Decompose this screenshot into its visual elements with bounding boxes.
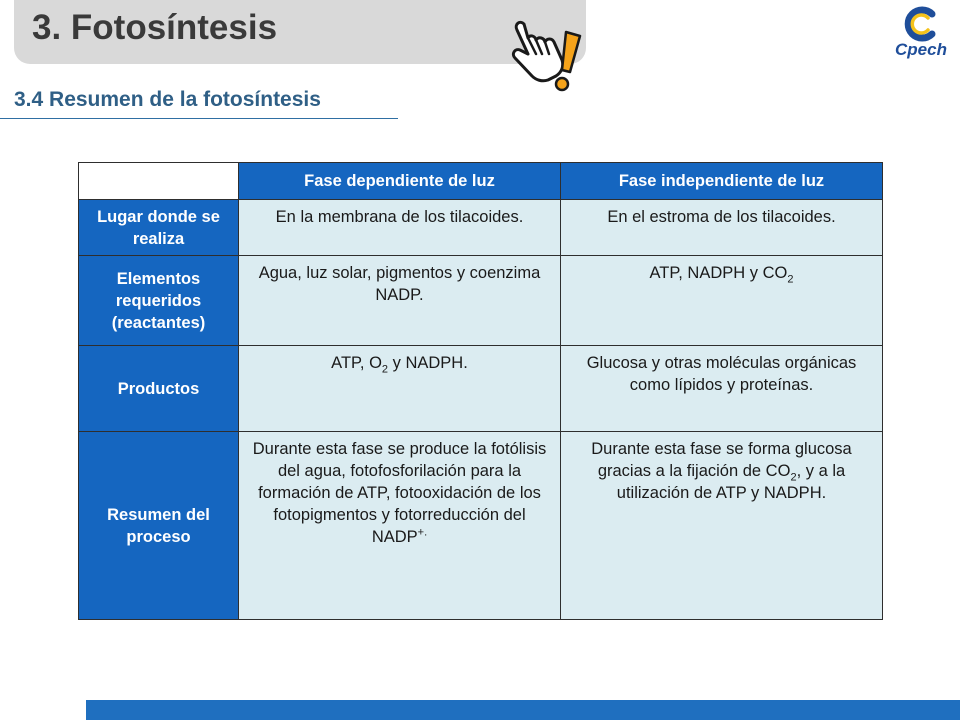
pointing-hand-exclamation-icon: [506, 14, 586, 100]
logo-text: Cpech: [895, 40, 947, 59]
cell-products-dark: Glucosa y otras moléculas orgánicas como lípidos y proteínas.: [561, 346, 883, 432]
table-header-row: [79, 163, 883, 200]
summary-dark-text-end: , y a la utilización de ATP y NADPH.: [616, 462, 846, 502]
nadp-superscript: +.: [417, 526, 428, 539]
cell-location-dark: En el estroma de los tilacoides.: [561, 200, 883, 256]
cell-summary-light: [239, 432, 561, 620]
subtitle-underline: [0, 118, 398, 119]
column-header-light-phase: Fase dependiente de luz: [239, 163, 561, 200]
cell-summary-dark: [561, 432, 883, 620]
column-header-dark-phase: Fase independiente de luz: [561, 163, 883, 200]
products-light-text: ATP, O: [331, 354, 382, 372]
table-row: [79, 200, 883, 256]
cell-reactants-dark: [561, 256, 883, 346]
row-header-reactants: Elementos requeridos (reactantes): [79, 256, 239, 346]
table-row: [79, 346, 883, 432]
page-title: 3. Fotosíntesis: [32, 8, 278, 47]
cell-reactants-light: Agua, luz solar, pigmentos y coenzima NADP.: [239, 256, 561, 346]
reactants-dark-text: ATP, NADPH y CO: [649, 264, 788, 282]
photosynthesis-summary-table: [78, 162, 883, 620]
row-header-summary: Resumen del proceso: [79, 432, 239, 620]
cpech-logo: [888, 4, 954, 68]
cell-products-light: [239, 346, 561, 432]
cpech-logo-icon: [888, 4, 954, 44]
table-row: [79, 432, 883, 620]
co2-subscript-summary: 2: [790, 471, 797, 484]
empty-corner-cell: [79, 163, 239, 200]
table-row: [79, 256, 883, 346]
row-header-location: Lugar donde se realiza: [79, 200, 239, 256]
o2-subscript: 2: [381, 363, 389, 376]
section-subtitle: 3.4 Resumen de la fotosíntesis: [14, 88, 321, 111]
bottom-bar: [86, 700, 960, 720]
summary-dark-text: Durante esta fase se forma glucosa gracias a la fijación de CO: [591, 440, 852, 480]
summary-light-text: Durante esta fase se produce la fotólisis del agua, fotofosforilación para la formación de ATP, fotooxidación de los fotopigmentos y fotorreducción del NADP: [252, 440, 547, 546]
co2-subscript: 2: [787, 273, 794, 286]
row-header-products: Productos: [79, 346, 239, 432]
cell-location-light: En la membrana de los tilacoides.: [239, 200, 561, 256]
products-light-text-end: y NADPH.: [388, 354, 468, 372]
